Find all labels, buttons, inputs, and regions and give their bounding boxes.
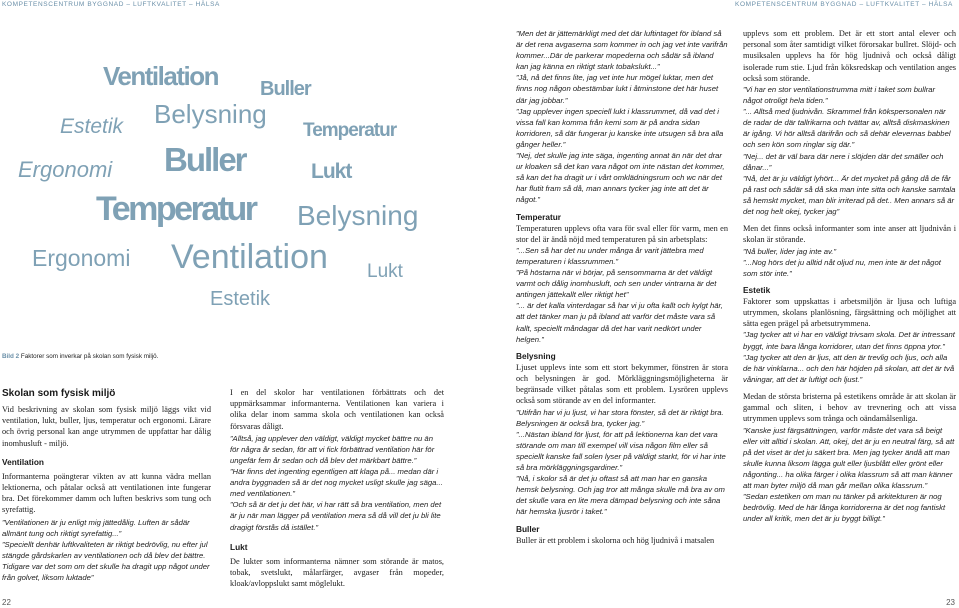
paragraph: Buller är ett problem i skolorna och hög ljudnivå i matsalen xyxy=(516,535,715,545)
section-heading: Ventilation xyxy=(2,456,44,467)
paragraph: Faktorer som uppskattas i arbetsmiljön är ljusa och luftiga utrymmen, skolans planlösning, färgsättning och möjlighet att sätta egen prägel på arbetsutrymmena. xyxy=(743,296,956,329)
quote: ”Men det är jättemärkligt med det där luftintaget för ibland så är det rena avgaserna som kommer in och jag vet inte varifrån kommer...Där de parkerar mopederna och sådär så ibland kan jag känna en riktigt stark tobakslukt...” xyxy=(516,29,728,72)
word-cloud-item: Ergonomi xyxy=(32,245,131,271)
quote: ”Nej... det är väl bara där nere i slöjden där det smäller och dånar...” xyxy=(743,151,944,172)
paragraph: upplevs som ett problem. Det är ett stort antal elever och personal som åter samtidigt vilket förorsakar bullret. Slöjd- och musiksalen upplevs ha för hög ljudnivå och också dåligt isolerade rum stie. Ljud från köksredskap och ventilation anges också som störande. xyxy=(743,29,956,83)
word-cloud-item: Ergonomi xyxy=(18,157,113,182)
quote: ”Jå, nå det finns lite, jag vet inte hur mögel luktar, men det finns nog någon obestämbar lukt i åtminstone det här huset där jag jobbar.” xyxy=(516,73,719,105)
word-cloud-item: Belysning xyxy=(154,99,267,129)
word-cloud-item: Lukt xyxy=(367,261,403,282)
section-heading: Estetik xyxy=(743,284,771,295)
quote: ”Jag upplever ingen speciell lukt i klassrummet, då vad det i vissa fall kan komma från kemi som är på andra sidan korridoren, så där fungerar ju kanske inte utsugen så bra alla gånger heller.” xyxy=(516,106,724,149)
quote: ”Alltså, jag upplever den väldigt, väldigt mycket bättre nu än för några år sedan, för att vi fick förbättrad ventilation här för ungefär fem år sedan och då blev det märkbart bättre.” xyxy=(230,433,435,465)
section-heading: Skolan som fysisk miljö xyxy=(2,388,116,399)
quote: ”Vi har en stor ventilationstrumma mitt i taket som bullrar något otroligt hela tiden.” xyxy=(743,85,936,106)
word-cloud-item: Buller xyxy=(164,141,246,178)
quote: ”...Sen så har det nu under många år varit jättebra med temperaturen i klassrummen.” xyxy=(516,245,704,266)
word-cloud-item: Ventilation xyxy=(103,61,218,91)
word-cloud-item: Estetik xyxy=(60,115,124,138)
column-4 xyxy=(743,28,956,524)
column-3 xyxy=(516,28,728,546)
quote: ”Sedan estetiken om man nu tänker på arkitekturen är nog bedrövlig. Med de här långa korridorerna är det nog fantiskt under all kritik, men det är ju byggt billigt.” xyxy=(743,492,946,524)
word-cloud-item: Ventilation xyxy=(171,238,328,276)
paragraph: Informanterna poängterar vikten av att kunna vädra mellan lektionerna, och påtalar också att ventilationen inte fungerar bra. Det förekommer damm och luften beskrivs som tung och syrefattig. xyxy=(2,471,211,515)
word-cloud-item: Lukt xyxy=(311,160,352,183)
section-heading: Buller xyxy=(516,523,540,534)
quote: ”Nej, det skulle jag inte säga, ingenting annat än när det drar ur kloaken så det kan vara något om inte nästan det kommer, så kan det ha dragit ur i vårt omklädningsrum och wc när det har flutit fram så då, man annars tycker jag inte att det är något.” xyxy=(516,151,725,205)
quote: ”Jag tycker att den är ljus, att den är trevlig och ljus, och alla de här vinklarna... och den här höjden på skolan, att det är två våningar, att det är luftigt och ljust.” xyxy=(743,352,955,384)
quote: ”Kanske just färgsättningen, varför måste det vara så beigt eller vitt alltid i skolan. Att, okej, det är ju en neutral färg, så att på det viset är det ju säkert bra. Men jag tycker ändå att man skulle kunna liksom lägga gult eller ljusblått eller grönt eller någonting... ha olika färger i olika klassrum så att man känner att man byter miljö då man går mellan olika klassrum.” xyxy=(743,425,955,490)
caption-text: Faktorer som inverkar på skolan som fysisk miljö. xyxy=(20,353,159,360)
quote: ”Och så är det ju det här, vi har rätt så bra ventilation, men det är ju när man lägger på ventilation mera så då vill det ju bli lite dragigt förstås då istället.” xyxy=(230,500,442,532)
paragraph: De lukter som informanterna nämner som störande är matos, tobak, svetslukt, målarfärger, avgaser från mopeder, kloak/avloppslukt samt möglelukt. xyxy=(230,556,444,589)
quote: ”På höstarna när vi börjar, på sensommarna är det väldigt varmt och dålig inomhusluft, och sen under vintrarna är det antingen jättekallt eller riktigt het” xyxy=(516,268,717,300)
quote: ”Nå, i skolor så är det ju oftast så att man har en ganska hemsk belysning. Och jag tror att många skulle må bra av om det skulle vara en lite mera dämpad belysning och inte såna här hemska ljusrör i taket.” xyxy=(516,474,725,517)
section-heading: Belysning xyxy=(516,350,556,361)
quote: ”Utifrån har vi ju ljust, vi har stora fönster, så det är riktigt bra. Belysningen är också bra, tycker jag.” xyxy=(516,407,724,428)
section-heading: Lukt xyxy=(230,541,248,552)
quote: ”...Nog hörs det ju alltid nåt oljud nu, men inte är det något som stör inte.” xyxy=(743,257,941,278)
figure-caption xyxy=(2,353,158,360)
header-left: KOMPETENSCENTRUM BYGGNAD – LUFTKVALITET – HÄLSA xyxy=(2,1,220,8)
header-right: KOMPETENSCENTRUM BYGGNAD – LUFTKVALITET – HÄLSA xyxy=(735,1,953,8)
quote: ”... är det kalla vinterdagar så har vi ju ofta kallt och kylgt här, att det tänker man ju på ibland att varför det måste vara så kallt, speciellt måndagar då det har varit nedkört under helgen.” xyxy=(516,301,723,344)
word-cloud-item: Estetik xyxy=(210,288,271,310)
quote: ”Här finns det ingenting egentligen att klaga på... medan där i andra byggnaden så är det nog mycket usligt skulle jag säga... med ventilationen.” xyxy=(230,467,443,499)
page-number-left: 22 xyxy=(2,598,11,607)
quote: ”... Alltså med ljudnivån. Skrammel från kökspersonalen när de radar de där tallrikarna och tvättar av, alltså diskmaskinen är igång. Vi hör alltså därifrån och så dehär elevernas babbel och sen kön som ringlar sig där.” xyxy=(743,107,951,150)
paragraph: I en del skolor har ventilationen förbättrats och det uppmärksammar informanterna. Ventilationen kan variera i olika delar inom samma skola och ventilationen kan också försvaras dåligt. xyxy=(230,388,444,431)
quote: ”Jag tycker att vi har en väldigt trivsam skola. Det är intressant byggt, inte bara långa korridorer, utan det finns öppna ytor.” xyxy=(743,330,955,351)
quote: ”Nå buller, lider jag inte av.” xyxy=(743,246,837,256)
quote: ”Ventilationen är ju enligt mig jättedålig. Luften är sådär allmänt tung och riktigt syrefattig...” xyxy=(2,517,190,538)
word-cloud-item: Temperatur xyxy=(303,120,397,141)
page-number-right: 23 xyxy=(946,598,955,607)
paragraph: Temperaturen upplevs ofta vara för sval eller för varm, men en stor del är ändå nöjd med temperaturen på sin arbetsplats: xyxy=(516,223,728,244)
paragraph: Men det finns också informanter som inte anser att ljudnivån i skolan är störande. xyxy=(743,224,956,245)
paragraph: Medan de största bristerna på estetikens område är att skolan är gammal och sliten, i behov av trevnering och att vissa utrymmen upplevs som trånga och oändamålsenliga. xyxy=(743,391,956,424)
column-2 xyxy=(230,387,444,589)
word-cloud-item: Belysning xyxy=(297,200,419,231)
column-1 xyxy=(2,387,211,583)
word-cloud-item: Buller xyxy=(260,78,311,100)
quote: ”...Nästan ibland för ljust, för att på lektionerna kan det vara störande om man till exempel vill visa någon film eller så speciellt kanske fall solen lyser på väldigt starkt, för vi har inte så bra mörkläggningsgardiner.” xyxy=(516,429,726,473)
quote: ”Nå, det är ju väldigt lyhört... Är det mycket på gång då de får på rast och sådär så då ska man inte sitta och kanske samtala så hemskt mycket, man blir irriterad på det.. Men annars så är det nog helt okej, tycker jag” xyxy=(743,173,956,217)
caption-label: Bild 2 xyxy=(2,353,20,360)
quote: ”Speciellt denhär luftkvaliteten är riktigt bedrövlig, nu efter jul stängde gårdskarlen av ventilationen och då blev det bättre. Tidigare var det som om det skulle ha dragit upp något under från golvet, liksom luktade” xyxy=(2,539,210,583)
paragraph: Vid beskrivning av skolan som fysisk miljö läggs vikt vid ventilation, lukt, buller, ljus, temperatur och ergonomi. Lärare och övrig personal kan ange utrymmen de uppfattar har dålig inomhusluft - miljö. xyxy=(2,405,211,448)
word-cloud-item: Temperatur xyxy=(96,190,256,228)
section-heading: Temperatur xyxy=(516,211,562,222)
paragraph: Ljuset upplevs inte som ett stort bekymmer, fönstren är stora och belysningen är god. Mörkläggningsmöjligheterna är begränsade vilket påtalas som ett problem. Lysrören upplevs också som störande av en del informanter. xyxy=(516,362,728,406)
